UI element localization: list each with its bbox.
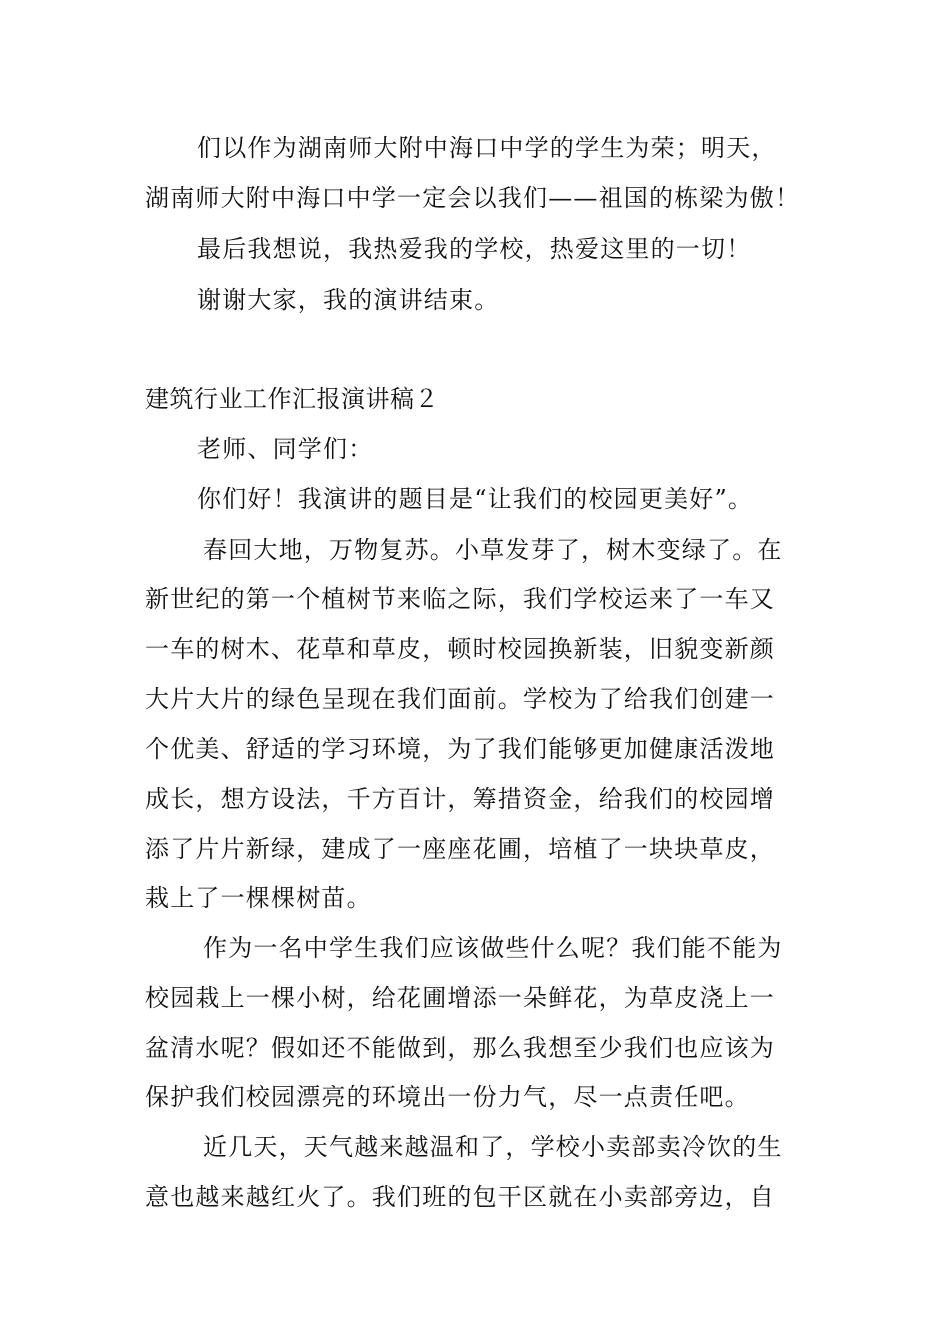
paragraph-line: 盆清水呢？假如还不能做到，那么我想至少我们也应该为 bbox=[145, 1034, 775, 1062]
greeting: 老师、同学们： bbox=[197, 435, 374, 463]
paragraph-line: 谢谢大家，我的演讲结束。 bbox=[197, 286, 500, 314]
section-title: 建筑行业工作汇报演讲稿２ bbox=[145, 385, 439, 413]
paragraph-line: 们以作为湖南师大附中海口中学的学生为荣；明天， bbox=[197, 134, 777, 162]
paragraph-line: 保护我们校园漂亮的环境出一份力气，尽一点责任吧。 bbox=[145, 1083, 750, 1111]
paragraph-line: 意也越来越红火了。我们班的包干区就在小卖部旁边，自 bbox=[145, 1183, 775, 1211]
paragraph-line: 大片大片的绿色呈现在我们面前。学校为了给我们创建一 bbox=[145, 685, 775, 713]
intro-line: 你们好！我演讲的题目是“让我们的校园更美好”。 bbox=[197, 485, 754, 513]
paragraph-line: 春回大地，万物复苏。小草发芽了，树木变绿了。在 bbox=[203, 536, 783, 564]
paragraph-line: 新世纪的第一个植树节来临之际，我们学校运来了一车又 bbox=[145, 585, 775, 613]
paragraph-line: 一车的树木、花草和草皮，顿时校园换新装，旧貌变新颜 bbox=[145, 635, 775, 663]
paragraph-line: 作为一名中学生我们应该做些什么呢？我们能不能为 bbox=[203, 934, 783, 962]
paragraph-line: 个优美、舒适的学习环境，为了我们能够更加健康活泼地 bbox=[145, 735, 775, 763]
paragraph-line: 添了片片新绿，建成了一座座花圃，培植了一块块草皮， bbox=[145, 835, 775, 863]
paragraph-line: 近几天，天气越来越温和了，学校小卖部卖冷饮的生 bbox=[203, 1133, 783, 1161]
paragraph-line: 最后我想说，我热爱我的学校，热爱这里的一切！ bbox=[197, 235, 752, 263]
paragraph-line: 栽上了一棵棵树苗。 bbox=[145, 884, 372, 912]
paragraph-line: 成长，想方设法，千方百计，筹措资金，给我们的校园增 bbox=[145, 785, 775, 813]
paragraph-line: 校园栽上一棵小树，给花圃增添一朵鲜花，为草皮浇上一 bbox=[145, 984, 775, 1012]
paragraph-line: 湖南师大附中海口中学一定会以我们——祖国的栋梁为傲！ bbox=[145, 184, 801, 212]
